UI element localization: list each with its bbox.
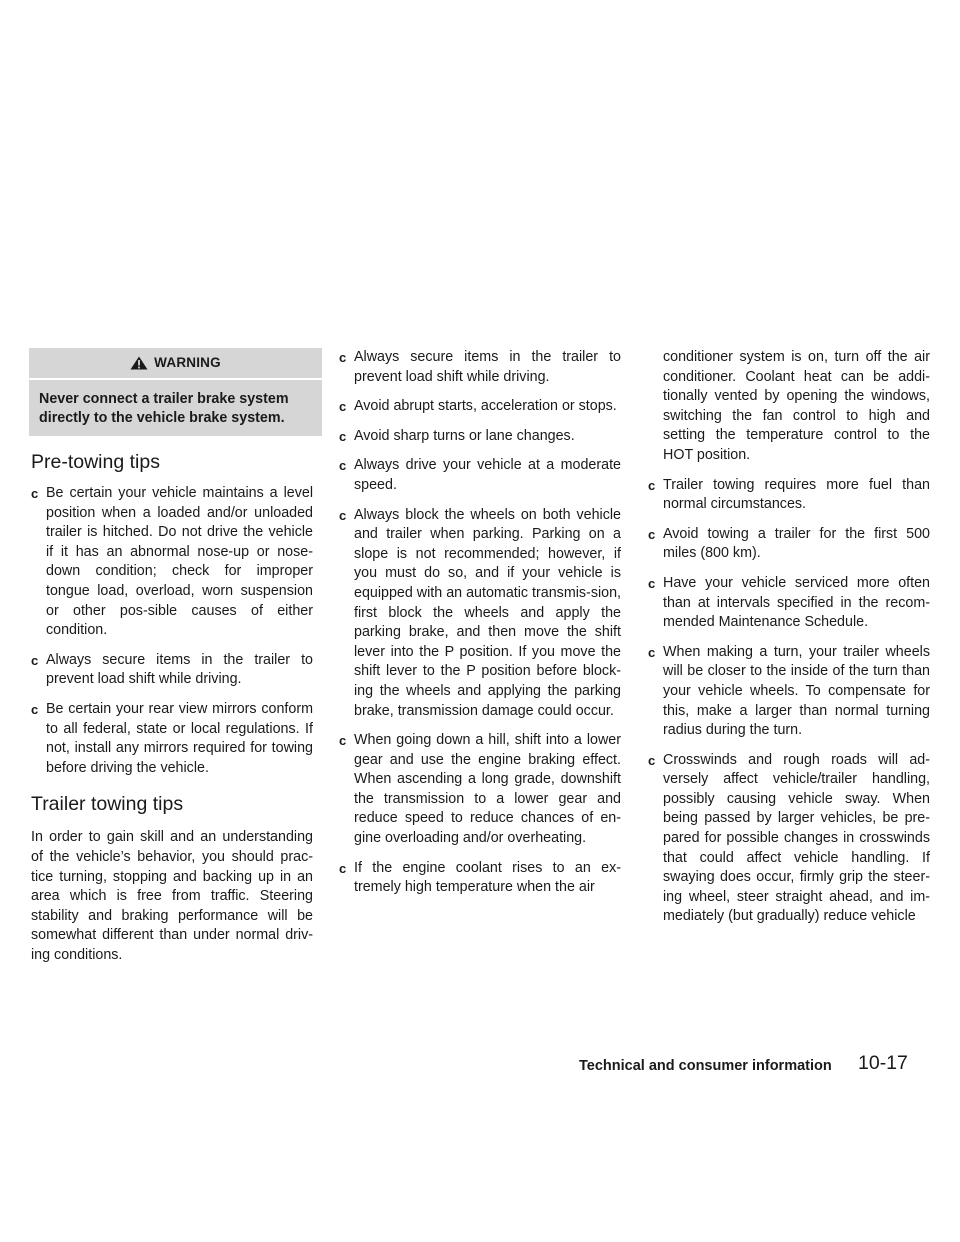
coolant-continuation: conditioner system is on, turn off the air conditioner. Coolant heat can be addi-tionally vented by opening the windows, switching the fan control to high and setting the temperature control to the HOT position.	[663, 349, 930, 463]
list-item: c Avoid abrupt starts, acceleration or stops.	[339, 397, 621, 417]
trailer-towing-intro: In order to gain skill and an understanding of the vehicle’s behavior, you should prac-tice turning, stopping and backing up in an area which is free from traffic. Steering stability and braking performance will be somewhat different than under normal driv-ing conditions.	[31, 829, 313, 963]
list-item: c Be certain your rear view mirrors conform to all federal, state or local regulations. If not, install any mirrors required for towing before driving the vehicle.	[31, 700, 313, 776]
list-item: c When making a turn, your trailer wheels will be closer to the inside of the turn than your vehicle wheels. To compensate for this, make a larger than normal turning radius during the turn.	[648, 643, 930, 739]
bullet-icon: c	[31, 652, 39, 668]
column-2	[339, 348, 621, 908]
footer-section-title: Technical and consumer information	[579, 1058, 832, 1074]
pre-towing-list	[31, 484, 313, 778]
bullet-icon: c	[648, 752, 656, 768]
list-item: c Always block the wheels on both vehicle and trailer when parking. Parking on a slope is not recommended; however, if you must do so, and if your vehicle is equipped with an automatic transmis-sion, first block the wheels and apply the parking brake, and then move the shift lever into the P position. If you move the shift lever to the P position before block-ing the wheels and applying the parking brake, transmission damage could occur.	[339, 506, 622, 719]
bullet-icon: c	[648, 575, 656, 591]
trailer-towing-list-2	[648, 476, 930, 927]
list-item: c Crosswinds and rough roads will ad-versely affect vehicle/trailer handling, possibly causing vehicle sway. When being passed by larger vehicles, be pre-pared for possible changes in crosswinds that could affect vehicle handling. If swaying does occur, firmly grip the steer-ing wheel, steer straight ahead, and im-mediately (but gradually) reduce vehicle	[648, 751, 930, 925]
column-3	[648, 348, 930, 937]
list-item: c When going down a hill, shift into a lower gear and use the engine braking effect. When ascending a long grade, downshift the transmission to a lower gear and reduce speed to reduce chances of en-gine overloading and/or overheating.	[339, 732, 621, 847]
pre-towing-heading: Pre-towing tips	[31, 451, 160, 473]
bullet-icon: c	[339, 507, 347, 523]
bullet-icon: c	[648, 526, 656, 542]
bullet-icon: c	[648, 644, 656, 660]
list-item: c Always secure items in the trailer to prevent load shift while driving.	[31, 651, 313, 688]
bullet-icon: c	[339, 350, 347, 365]
page-number: 10-17	[858, 1052, 908, 1074]
list-item: c Avoid towing a trailer for the first 500 miles (800 km).	[648, 525, 930, 562]
bullet-icon: c	[339, 860, 347, 876]
bullet-icon: c	[339, 399, 347, 415]
bullet-icon: c	[339, 733, 347, 749]
warning-title: WARNING	[154, 355, 221, 371]
bullet-icon: c	[339, 428, 347, 444]
warning-text: Never connect a trailer brake system directly to the vehicle brake system.	[39, 391, 289, 426]
bullet-icon: c	[31, 486, 39, 501]
list-item: c Avoid sharp turns or lane changes.	[339, 427, 621, 447]
list-item: c If the engine coolant rises to an ex-tremely high temperature when the air	[339, 859, 621, 896]
list-item: c Be certain your vehicle maintains a level position when a loaded and/or unloaded trailer is hitched. Do not drive the vehicle if it has an abnormal nose-up or nose- down condition; check for improper tongue load, overload, worn suspension or other pos-sible causes of either condition.	[31, 485, 313, 639]
trailer-towing-heading: Trailer towing tips	[31, 793, 184, 816]
page-footer	[579, 1052, 949, 1078]
trailer-towing-list-1	[339, 348, 621, 898]
list-item: c Have your vehicle serviced more often than at intervals specified in the recom-mended Maintenance Schedule.	[648, 574, 930, 631]
warning-box	[29, 348, 322, 436]
list-item: c Trailer towing requires more fuel than normal circumstances.	[648, 476, 930, 513]
list-item: c Always secure items in the trailer to prevent load shift while driving.	[339, 349, 621, 385]
bullet-icon: c	[31, 701, 39, 717]
list-item: c Always drive your vehicle at a moderate speed.	[339, 457, 621, 493]
warning-triangle-icon	[130, 356, 148, 370]
column-1	[31, 348, 313, 965]
warning-header	[29, 348, 322, 380]
bullet-icon: c	[648, 477, 656, 493]
bullet-icon: c	[339, 458, 347, 474]
